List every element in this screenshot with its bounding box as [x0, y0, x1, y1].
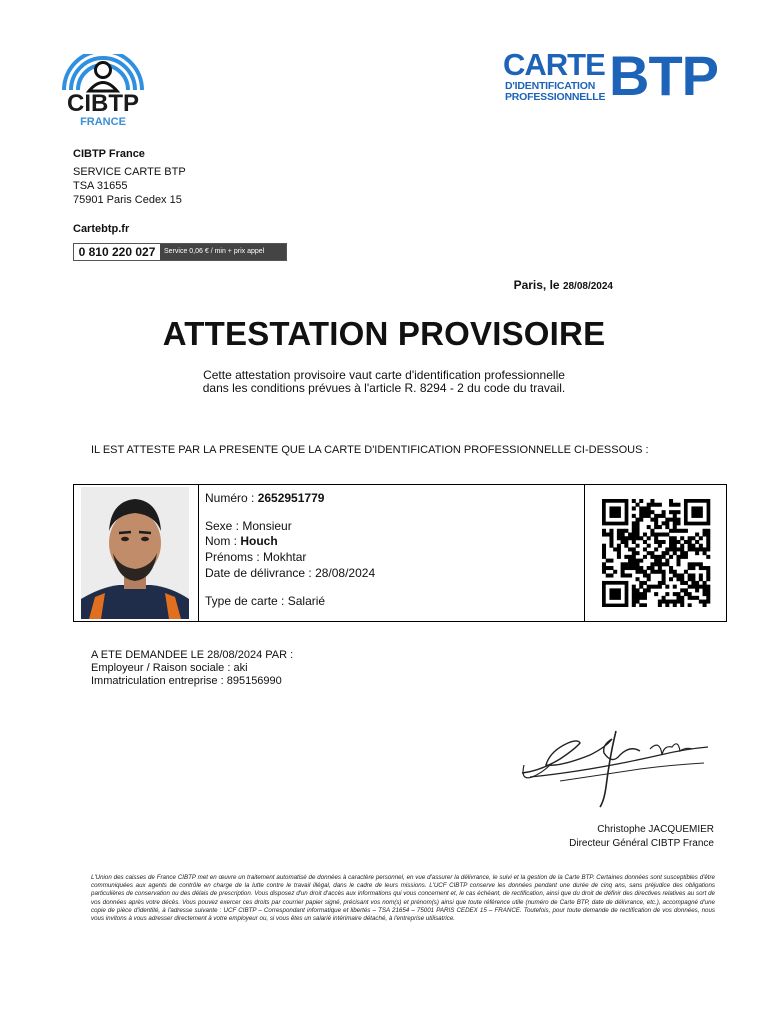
- cibtp-arcs-icon: [58, 54, 148, 94]
- card-delivrance: [205, 566, 375, 580]
- btp-logo-big: BTP: [609, 44, 718, 107]
- prenoms-value: Mokhtar: [263, 550, 307, 564]
- nom-label: Nom :: [205, 534, 241, 548]
- btp-logo-carte: CARTE: [503, 47, 605, 82]
- btp-logo-subtitle-line2: PROFESSIONNELLE: [505, 91, 606, 103]
- signer-role: Directeur Général CIBTP France: [569, 838, 714, 849]
- holder-portrait-icon: [81, 487, 189, 619]
- numero-value: 2652951779: [257, 491, 325, 505]
- date-line: [514, 278, 613, 292]
- legal-notice: L'Union des caisses de France CIBTP met en œuvre un traitement automatisé de données à caractère personnel, en vue d'assurer la délivrance, le suivi et la gestion de la Carte BTP. Certaines données sont susceptibles d'être communiquées aux agents de contrôle en charge de la lutte contre le travail illégal, dans le cadre de leurs missions. L'UCF CIBTP conserve les données pendant une durée de cinq ans, sans préjudice des obligations particulières de conservation ou des délais de prescription. Vous disposez d'un droit d'accès aux informations qui vous concernent et, le cas échéant, de rectification, ainsi que du droit de définir des directives relatives au sort de vos données après votre décès. Vous pouvez exercer ces droits par courrier papier signé, précisant vos nom(s) et prénom(s) ainsi que toute référence utile (numéro de Carte BTP, date de délivrance, etc.), accompagné d'une copie de pièce d'identité, à l'adresse suivante : UCF CIBTP – Correspondant informatique et libertés – TSA 21654 – 75001 PARIS CEDEX 15 – FRANCE. Toutefois, pour toute demande de rectification de vos données, nous vous invitons à vous adresser directement à votre employeur ou, si vous êtes un salarié intérimaire détaché, à l'entreprise utilisatrice.: [91, 874, 715, 923]
- sender-service: SERVICE CARTE BTP: [73, 166, 186, 178]
- sender-org: CIBTP France: [73, 148, 145, 160]
- sexe-label: Sexe :: [205, 519, 243, 533]
- photo-cell: [74, 485, 199, 621]
- delivrance-label: Date de délivrance :: [205, 566, 316, 580]
- request-date-line: A ETE DEMANDEE LE 28/08/2024 PAR :: [91, 649, 294, 661]
- carte-btp-logo: [503, 44, 718, 107]
- intro-line-1: Cette attestation provisoire vaut carte d'identification professionnelle: [203, 368, 565, 382]
- date-place: Paris, le: [513, 278, 560, 292]
- phone-number: 0 810 220 027: [74, 244, 160, 260]
- signature-icon: [520, 725, 720, 811]
- card-type: [205, 594, 325, 608]
- card-prenoms: [205, 550, 306, 564]
- attest-statement: IL EST ATTESTE PAR LA PRESENTE QUE LA CARTE D'IDENTIFICATION PROFESSIONNELLE CI-DESSOUS :: [91, 444, 649, 456]
- card-nom: [205, 534, 278, 548]
- intro-text: [0, 369, 768, 395]
- cibtp-logo: [58, 54, 148, 130]
- card-details-box: [73, 484, 727, 622]
- intro-line-2: dans les conditions prévues à l'article R. 8294 - 2 du code du travail.: [202, 381, 566, 395]
- phone-cost-note: Service 0,06 € / min + prix appel: [160, 244, 286, 260]
- card-info-cell: [198, 485, 585, 621]
- phone-box: [73, 243, 287, 261]
- nom-value: Houch: [240, 534, 278, 548]
- btp-logo-subtitle-line1: D'IDENTIFICATION: [505, 80, 596, 92]
- signature: [520, 725, 720, 811]
- qr-code-icon: [598, 499, 714, 607]
- signer-name: Christophe JACQUEMIER: [597, 824, 714, 835]
- btp-logo-subtitle: [505, 81, 605, 103]
- prenoms-label: Prénoms :: [205, 550, 264, 564]
- card-sexe: [205, 519, 292, 533]
- page-title: ATTESTATION PROVISOIRE: [162, 315, 606, 352]
- delivrance-value: 28/08/2024: [315, 566, 376, 580]
- holder-photo: [81, 487, 189, 619]
- sender-website: Cartebtp.fr: [73, 223, 130, 235]
- request-employer: Employeur / Raison sociale : aki: [91, 662, 248, 674]
- sender-city: 75901 Paris Cedex 15: [73, 194, 182, 206]
- sexe-value: Monsieur: [242, 519, 292, 533]
- type-value: Salarié: [287, 594, 326, 608]
- date-value: 28/08/2024: [562, 281, 613, 292]
- cibtp-country: FRANCE: [80, 116, 126, 128]
- qr-cell: [584, 485, 726, 621]
- request-registration: Immatriculation entreprise : 895156990: [91, 675, 282, 687]
- cibtp-wordmark: CIBTP: [67, 90, 139, 117]
- numero-label: Numéro :: [205, 491, 258, 505]
- type-label: Type de carte :: [205, 594, 288, 608]
- card-numero: [205, 491, 324, 505]
- sender-tsa: TSA 31655: [73, 180, 128, 192]
